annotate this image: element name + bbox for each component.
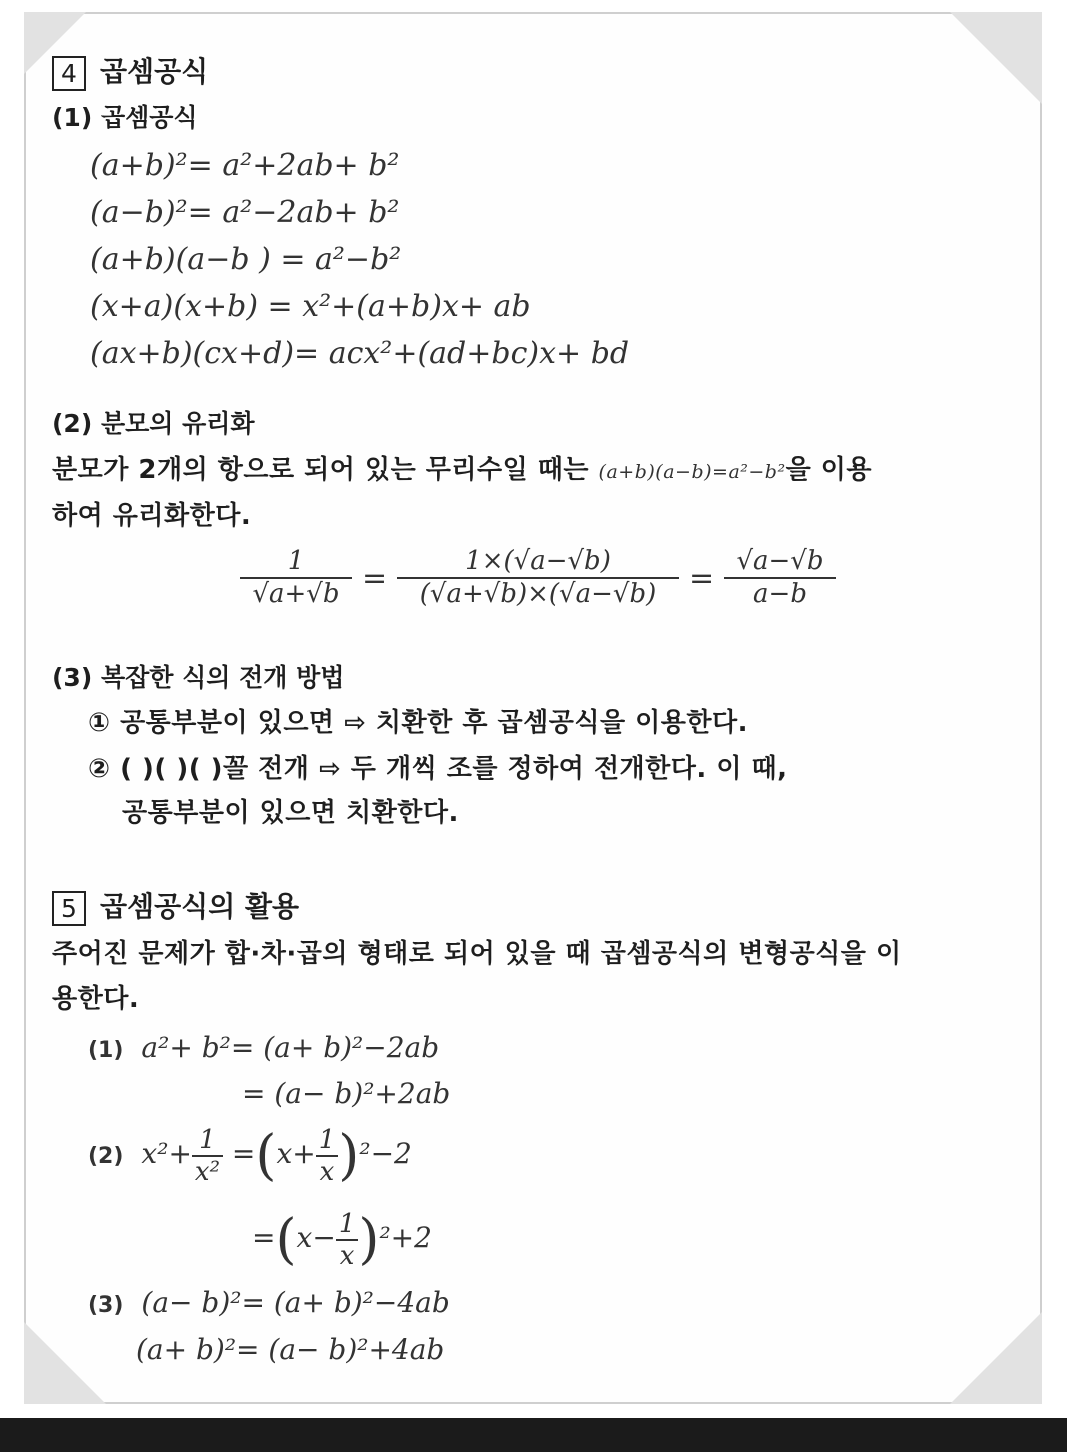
identity-3-label: (3) bbox=[88, 1293, 124, 1318]
identity-3-line2: (a+ b)²= (a− b)²+4ab bbox=[136, 1333, 445, 1366]
identity-2b-equals: = bbox=[252, 1221, 276, 1254]
identity-1-formula: a²+ b²= (a+ b)²−2ab bbox=[141, 1031, 440, 1064]
identity-2-lhs: x²+ bbox=[141, 1137, 192, 1170]
fraction-1-denominator: √a+√b bbox=[252, 579, 340, 609]
identity-2b-close-paren: ) bbox=[358, 1207, 380, 1271]
sub3-title: (3) 복잡한 식의 전개 방법 bbox=[52, 663, 345, 692]
identity-2-tail: ²−2 bbox=[359, 1137, 412, 1170]
identity-3-formula: (a− b)²= (a+ b)²−4ab bbox=[141, 1286, 450, 1319]
identity-2b-inner-denominator: x bbox=[339, 1240, 355, 1271]
section5-text-line2: 용한다. bbox=[52, 984, 140, 1014]
fraction-3-numerator: √a−√b bbox=[724, 546, 836, 579]
corner-fold-top-right bbox=[950, 12, 1042, 104]
identity-2b-inner-numerator: 1 bbox=[336, 1209, 359, 1241]
identity-2-lhs-fraction bbox=[192, 1125, 223, 1187]
equals-sign-1: = bbox=[362, 561, 388, 596]
fraction-2-numerator: 1×(√a−√b) bbox=[397, 546, 679, 579]
identity-2b-inner: x− bbox=[296, 1221, 336, 1254]
equals-sign-2: = bbox=[689, 561, 715, 596]
sub2-text-after: 을 이용 bbox=[785, 455, 872, 485]
fraction-1-numerator: 1 bbox=[240, 546, 352, 579]
identity-2-close-paren: ) bbox=[338, 1123, 360, 1187]
formula-2: (a−b)²= a²−2ab+ b² bbox=[90, 195, 400, 230]
identity-2-lhs-denominator: x² bbox=[194, 1156, 220, 1187]
sub3-item-2-continued: 공통부분이 있으면 치환한다. bbox=[122, 798, 459, 828]
identity-1-line1 bbox=[88, 1031, 439, 1064]
identity-2-inner-numerator: 1 bbox=[316, 1125, 339, 1157]
identity-2-inner-denominator: x bbox=[319, 1156, 335, 1187]
sub2-text-line2: 하여 유리화한다. bbox=[52, 501, 252, 531]
fraction-3-denominator: a−b bbox=[753, 579, 807, 609]
identity-2-equals: = bbox=[231, 1137, 256, 1170]
identity-2-open-paren: ( bbox=[255, 1123, 277, 1187]
identity-2b-tail: ²+2 bbox=[379, 1221, 432, 1254]
identity-1-label: (1) bbox=[88, 1038, 124, 1063]
corner-fold-bottom-left bbox=[24, 1322, 106, 1404]
sub2-inline-formula: (a+b)(a−b)=a²−b² bbox=[598, 461, 786, 483]
identity-1-line2: = (a− b)²+2ab bbox=[242, 1077, 451, 1110]
bottom-bar bbox=[0, 1418, 1067, 1452]
formula-4: (x+a)(x+b) = x²+(a+b)x+ ab bbox=[90, 289, 531, 324]
section5-text-line1: 주어진 문제가 합·차·곱의 형태로 되어 있을 때 곱셈공식의 변형공식을 이 bbox=[52, 939, 902, 969]
identity-2b-inner-fraction bbox=[336, 1209, 359, 1271]
section5-title: 곱셈공식의 활용 bbox=[100, 890, 300, 923]
identity-2-lhs-numerator: 1 bbox=[192, 1125, 223, 1157]
identity-2-inner: x+ bbox=[276, 1137, 316, 1170]
identity-3-line1 bbox=[88, 1286, 450, 1319]
sub2-title: (2) 분모의 유리화 bbox=[52, 409, 255, 438]
section4-heading bbox=[52, 50, 208, 91]
sub1-title: (1) 곱셈공식 bbox=[52, 103, 198, 132]
section4-title: 곱셈공식 bbox=[100, 55, 209, 88]
identity-2-line2 bbox=[252, 1208, 432, 1271]
sub2-text-line1 bbox=[52, 449, 872, 486]
sub2-text-before: 분모가 2개의 항으로 되어 있는 무리수일 때는 bbox=[52, 455, 599, 485]
fraction-3 bbox=[724, 546, 836, 610]
formula-1: (a+b)²= a²+2ab+ b² bbox=[90, 148, 400, 183]
identity-2-label: (2) bbox=[88, 1144, 124, 1169]
formula-5: (ax+b)(cx+d)= acx²+(ad+bc)x+ bd bbox=[90, 336, 630, 371]
identity-2-line1 bbox=[88, 1124, 412, 1187]
fraction-2-denominator: (√a+√b)×(√a−√b) bbox=[419, 579, 657, 609]
section5-heading bbox=[52, 885, 299, 926]
corner-fold-bottom-right bbox=[950, 1312, 1042, 1404]
identity-2b-open-paren: ( bbox=[275, 1207, 297, 1271]
section5-number-box: 5 bbox=[52, 891, 86, 926]
formula-3: (a+b)(a−b ) = a²−b² bbox=[90, 242, 402, 277]
fraction-1 bbox=[240, 546, 352, 610]
sub3-item-2: ② ( )( )( )꼴 전개 ⇨ 두 개씩 조를 정하여 전개한다. 이 때, bbox=[88, 754, 788, 784]
section4-number-box: 4 bbox=[52, 56, 86, 91]
sub3-item-1: ① 공통부분이 있으면 ⇨ 치환한 후 곱셈공식을 이용한다. bbox=[88, 708, 748, 738]
identity-2-inner-fraction bbox=[316, 1125, 339, 1187]
fraction-2 bbox=[397, 546, 679, 610]
